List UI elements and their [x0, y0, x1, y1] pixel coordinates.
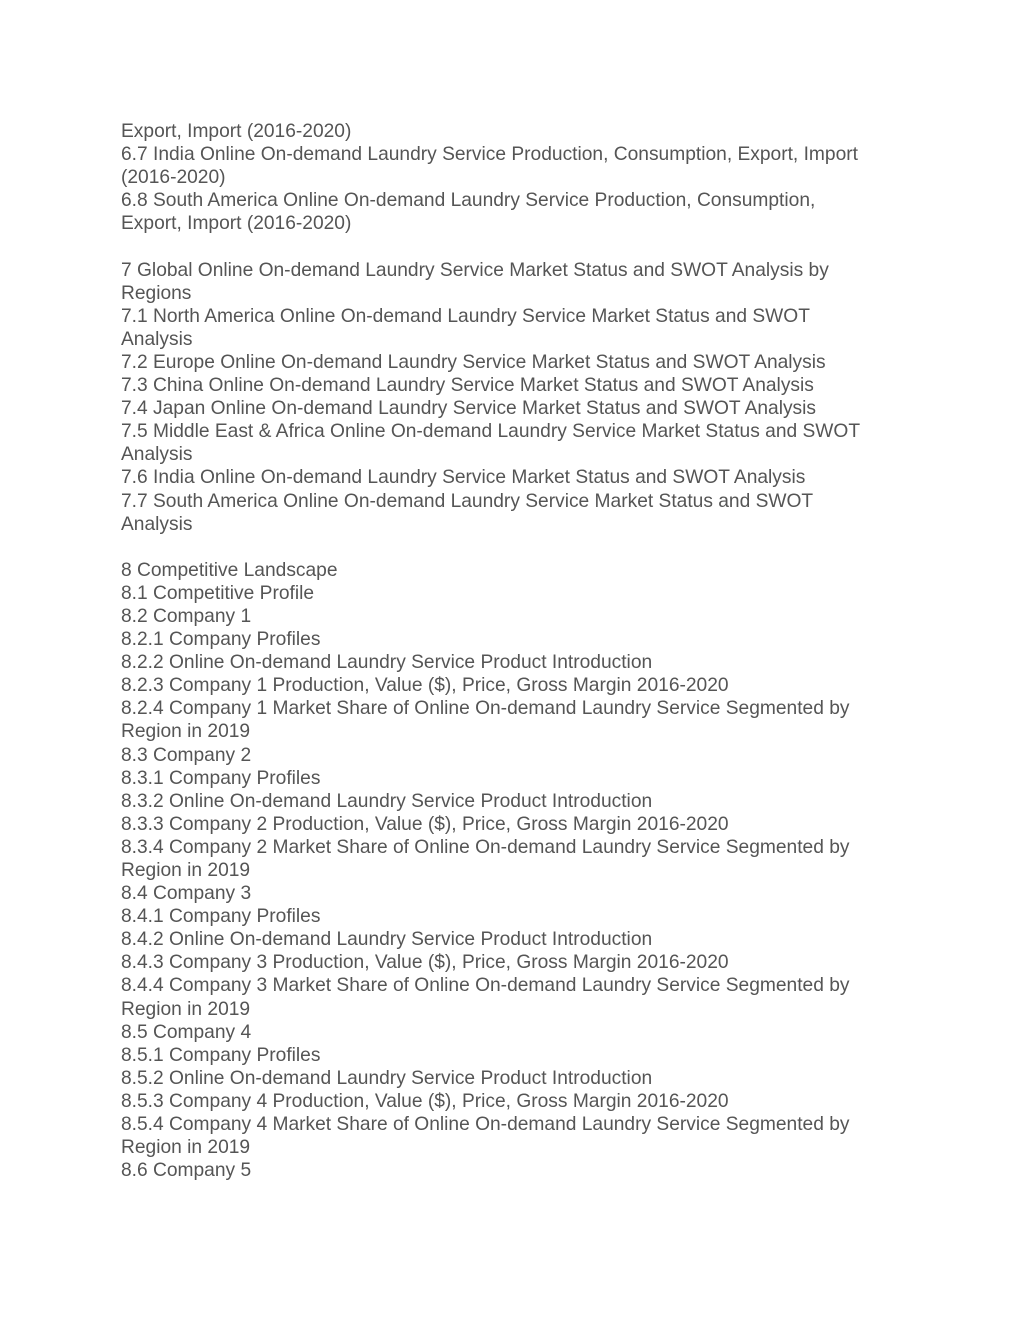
- toc-line: 8 Competitive Landscape: [121, 559, 338, 581]
- toc-line: 8.3.2 Online On-demand Laundry Service Product Introduction: [121, 790, 653, 812]
- toc-line: 7.5 Middle East & Africa Online On-demand Laundry Service Market Status and SWOT: [121, 421, 861, 443]
- toc-line: 7 Global Online On-demand Laundry Service Market Status and SWOT Analysis by: [121, 259, 829, 281]
- toc-line: 8.3.4 Company 2 Market Share of Online On-demand Laundry Service Segmented by: [121, 836, 850, 858]
- toc-line: 7.2 Europe Online On-demand Laundry Service Market Status and SWOT Analysis: [121, 351, 826, 373]
- toc-line: 8.6 Company 5: [121, 1160, 252, 1182]
- toc-line: Analysis: [121, 513, 193, 535]
- toc-line: 7.4 Japan Online On-demand Laundry Service Market Status and SWOT Analysis: [121, 398, 817, 420]
- toc-line: 8.2.2 Online On-demand Laundry Service Product Introduction: [121, 652, 653, 674]
- toc-line: 8.1 Competitive Profile: [121, 582, 315, 604]
- toc-line: 8.4.2 Online On-demand Laundry Service Product Introduction: [121, 929, 653, 951]
- toc-line: 8.5.1 Company Profiles: [121, 1044, 321, 1066]
- toc-line: 8.5 Company 4: [121, 1021, 252, 1043]
- toc-line: 8.4.3 Company 3 Production, Value ($), Price, Gross Margin 2016-2020: [121, 952, 729, 974]
- toc-line: 8.3.3 Company 2 Production, Value ($), Price, Gross Margin 2016-2020: [121, 813, 729, 835]
- toc-line: 6.7 India Online On-demand Laundry Service Production, Consumption, Export, Import: [121, 144, 858, 166]
- toc-line: 7.7 South America Online On-demand Laundry Service Market Status and SWOT: [121, 490, 814, 512]
- toc-line: Regions: [121, 282, 192, 304]
- toc-line: 7.3 China Online On-demand Laundry Service Market Status and SWOT Analysis: [121, 375, 814, 397]
- toc-line: 8.2.4 Company 1 Market Share of Online On-demand Laundry Service Segmented by: [121, 698, 850, 720]
- toc-line: Region in 2019: [121, 1137, 251, 1159]
- toc-line: Region in 2019: [121, 721, 251, 743]
- toc-line: Analysis: [121, 328, 193, 350]
- toc-line: 8.4.4 Company 3 Market Share of Online On-demand Laundry Service Segmented by: [121, 975, 850, 997]
- toc-line: 8.5.4 Company 4 Market Share of Online On-demand Laundry Service Segmented by: [121, 1114, 850, 1136]
- toc-line: 6.8 South America Online On-demand Laundry Service Production, Consumption,: [121, 190, 816, 212]
- toc-line: 8.4 Company 3: [121, 883, 252, 905]
- toc-line: Analysis: [121, 444, 193, 466]
- table-of-contents: [121, 120, 911, 1182]
- toc-line: 8.2 Company 1: [121, 605, 252, 627]
- toc-line: 8.5.3 Company 4 Production, Value ($), Price, Gross Margin 2016-2020: [121, 1090, 729, 1112]
- toc-line: 8.2.3 Company 1 Production, Value ($), Price, Gross Margin 2016-2020: [121, 675, 729, 697]
- toc-line: 8.4.1 Company Profiles: [121, 906, 321, 928]
- toc-line: 8.2.1 Company Profiles: [121, 629, 321, 651]
- toc-line: (2016-2020): [121, 167, 226, 189]
- toc-line: Region in 2019: [121, 860, 251, 881]
- toc-line: Export, Import (2016-2020): [121, 121, 352, 142]
- toc-line: 8.3.1 Company Profiles: [121, 767, 321, 789]
- toc-line: Region in 2019: [121, 998, 251, 1020]
- toc-line: Export, Import (2016-2020): [121, 213, 352, 235]
- section-gap: [121, 536, 911, 559]
- toc-line: 7.1 North America Online On-demand Laundry Service Market Status and SWOT: [121, 305, 810, 327]
- toc-line: 8.3 Company 2: [121, 744, 252, 766]
- toc-line: 7.6 India Online On-demand Laundry Service Market Status and SWOT Analysis: [121, 467, 806, 489]
- toc-line: 8.5.2 Online On-demand Laundry Service Product Introduction: [121, 1067, 653, 1089]
- section-gap: [121, 235, 911, 258]
